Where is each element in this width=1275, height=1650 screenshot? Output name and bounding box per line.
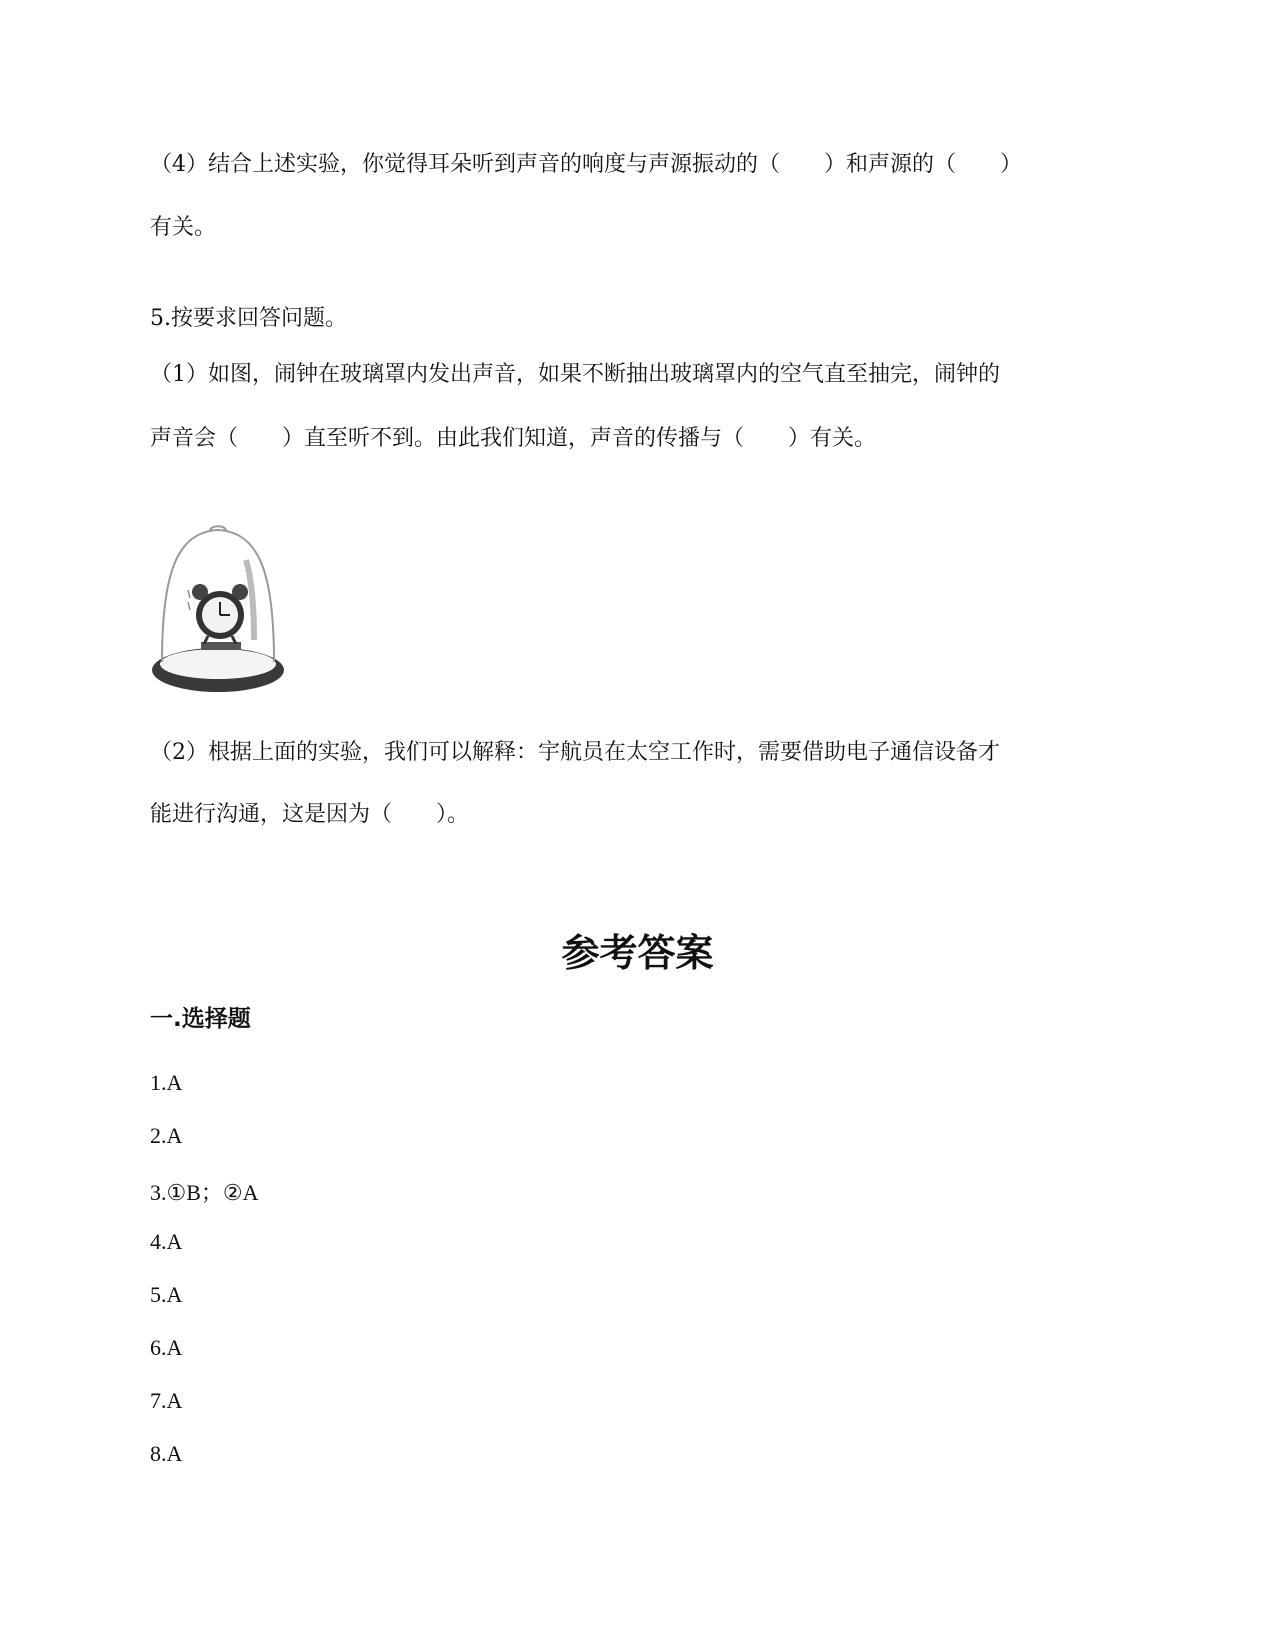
alarm-clock-in-bell-jar-icon [148,520,293,700]
answer-item: 1.A [150,1070,183,1095]
answer-item: 6.A [150,1335,183,1360]
question-5-part2-line1: （2）根据上面的实验，我们可以解释：宇航员在太空工作时，需要借助电子通信设备才 [150,740,1000,765]
answer-item: 8.A [150,1441,183,1466]
question-4-part4-line2: 有关。 [150,215,217,240]
answer-item: 5.A [150,1282,183,1307]
question-5-part2-line2: 能进行沟通，这是因为（ ）。 [150,802,470,827]
answer-item: 7.A [150,1388,183,1413]
answer-key-title: 参考答案 [561,931,714,975]
question-5-part1-line1: （1）如图，闹钟在玻璃罩内发出声音，如果不断抽出玻璃罩内的空气直至抽完，闹钟的 [150,362,1000,387]
answer-item: 4.A [150,1229,183,1254]
answer-item: 3.①B；②A [150,1180,259,1205]
answer-item: 2.A [150,1123,183,1148]
question-4-part4-line1: （4）结合上述实验，你觉得耳朵听到声音的响度与声源振动的（ ）和声源的（ ） [150,152,1023,177]
section-multiple-choice-heading: 一.选择题 [150,1006,251,1032]
question-5-part1-line2: 声音会（ ）直至听不到。由此我们知道，声音的传播与（ ）有关。 [150,426,877,451]
question-5-title: 5.按要求回答问题。 [150,306,347,331]
